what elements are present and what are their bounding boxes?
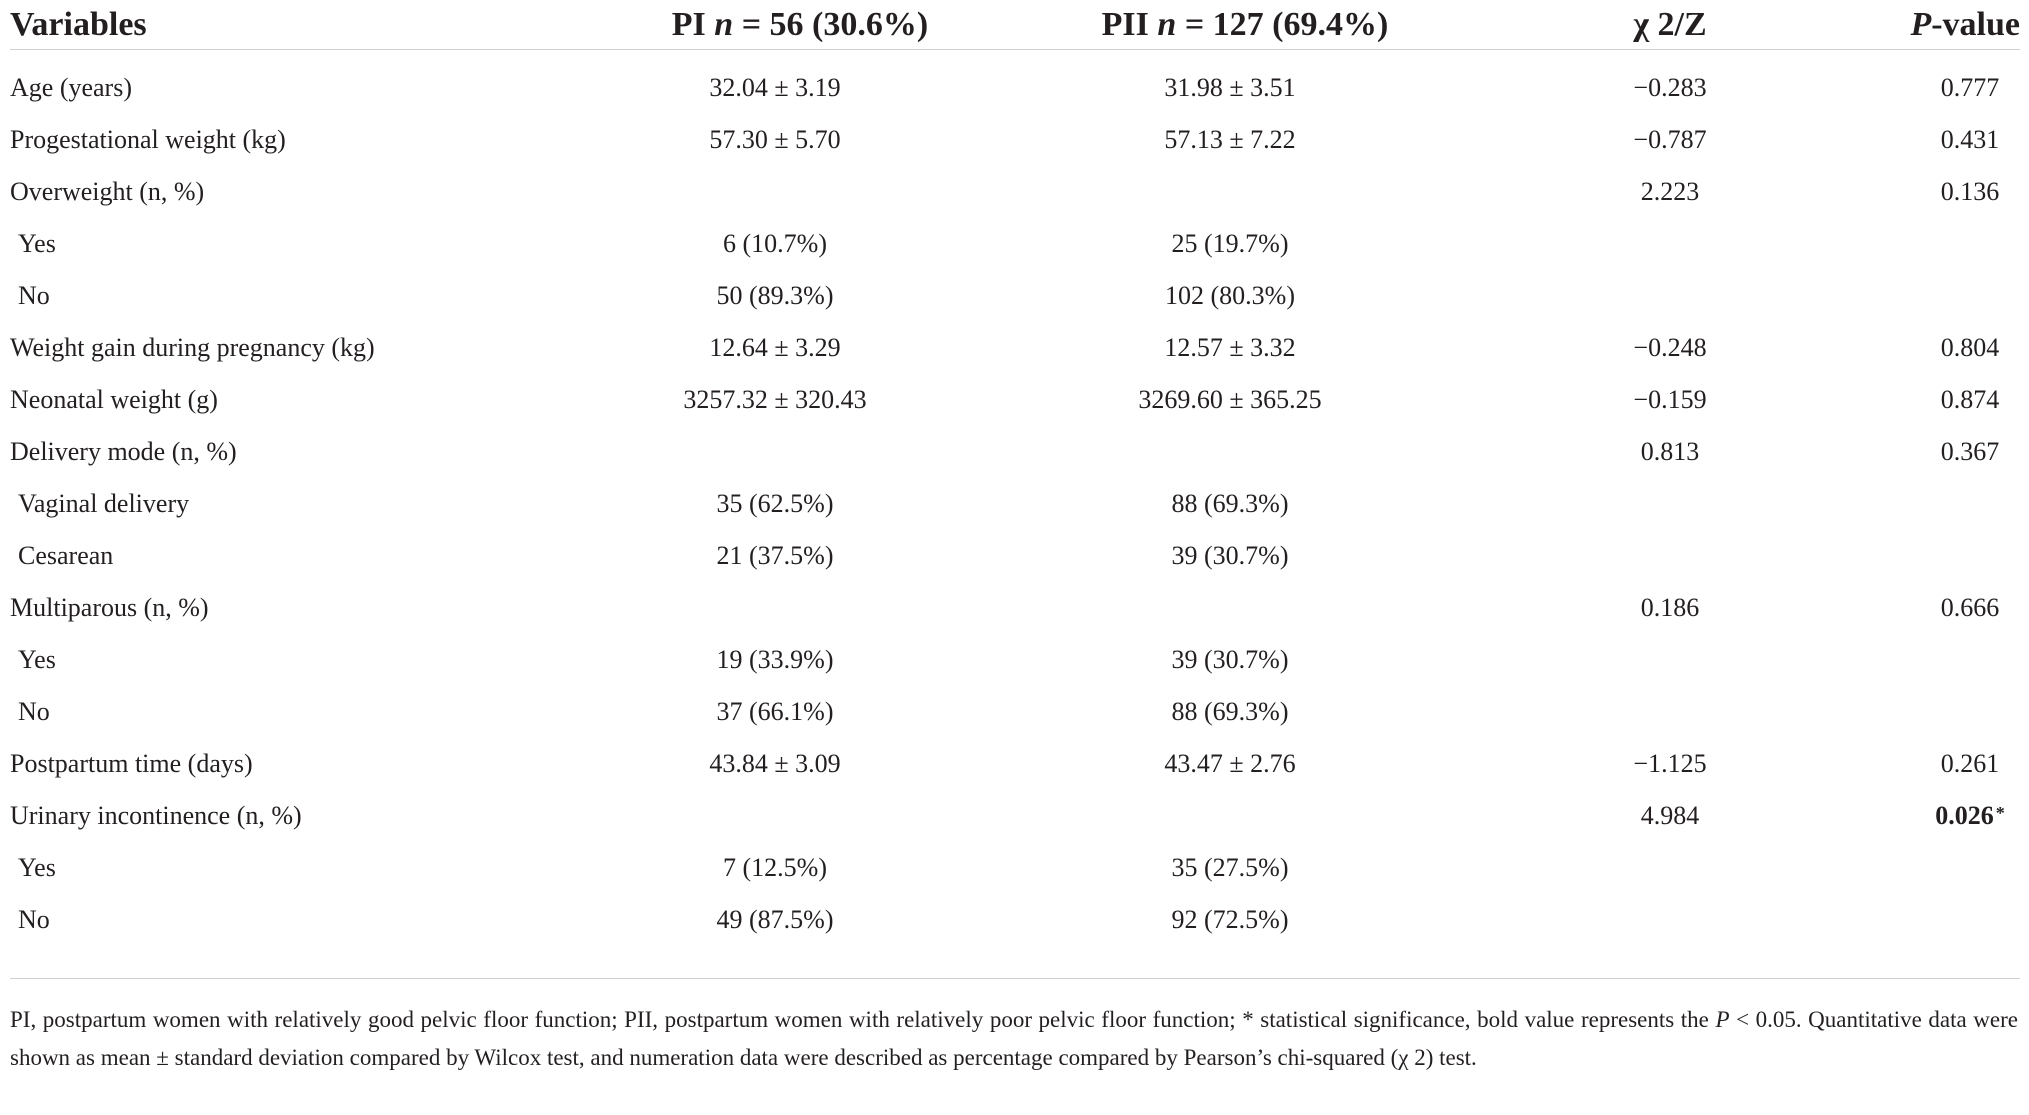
cell-pii	[980, 582, 1480, 634]
cell-variable: Urinary incontinence (n, %)	[10, 801, 302, 830]
cell-p-value: 0.367	[1940, 437, 2000, 466]
cell-pii	[980, 790, 1480, 842]
table-row	[10, 634, 2020, 686]
cell-p-value: 0.666	[1940, 593, 2000, 622]
header-pi-label: PI n = 56 (30.6%)	[671, 5, 929, 43]
table-row	[10, 374, 2020, 426]
cell-chi: −0.283	[1633, 73, 1707, 102]
cell-pi: 49 (87.5%)	[716, 905, 834, 934]
table-row	[10, 478, 2020, 530]
cell-variable: Delivery mode (n, %)	[10, 437, 237, 466]
cell-variable: Vaginal delivery	[18, 489, 190, 518]
table-header	[10, 0, 2020, 50]
footnote-text-1: PI, postpartum women with relatively good pelvic floor function; PII, postpartum women with relatively poor pelvic floor function; * statistical significance, bold value represents the	[10, 1007, 1716, 1032]
table-row	[10, 686, 2020, 738]
header-pii	[980, 0, 1480, 50]
table-row	[10, 270, 2020, 322]
cell-variable: Cesarean	[18, 541, 114, 570]
cell-p-value	[1780, 218, 2020, 270]
cell-p-value	[1780, 686, 2020, 738]
cell-p-value	[1780, 894, 2020, 946]
cell-p-value: 0.777	[1940, 73, 2000, 102]
significance-mark: *	[1995, 803, 2005, 823]
table-row	[10, 218, 2020, 270]
cell-p-value	[1780, 270, 2020, 322]
cell-chi: 2.223	[1640, 177, 1700, 206]
cell-pi: 3257.32 ± 320.43	[683, 385, 867, 414]
header-variables: Variables	[10, 0, 570, 50]
cell-pi: 21 (37.5%)	[716, 541, 834, 570]
cell-variable: Overweight (n, %)	[10, 177, 205, 206]
cell-pii: 92 (72.5%)	[1171, 905, 1289, 934]
cell-pi: 7 (12.5%)	[723, 853, 827, 882]
cell-variable: Yes	[18, 229, 56, 258]
cell-pi: 19 (33.9%)	[716, 645, 834, 674]
cell-p-value: 0.261	[1940, 749, 2000, 778]
p-value-text: 0.026	[1935, 801, 1994, 830]
header-pi	[570, 0, 980, 50]
table-row	[10, 582, 2020, 634]
cell-chi	[1480, 686, 1780, 738]
table-row	[10, 530, 2020, 582]
table-row	[10, 790, 2020, 842]
table-body	[10, 50, 2020, 947]
cell-pii: 88 (69.3%)	[1171, 697, 1289, 726]
cell-variable: Age (years)	[10, 73, 132, 102]
cell-pii: 12.57 ± 3.32	[1164, 333, 1296, 362]
cell-pii: 88 (69.3%)	[1171, 489, 1289, 518]
cell-variable: Yes	[18, 853, 56, 882]
footnote-text-2: < 0.05. Quantitative data were shown as mean ± standard deviation compared by Wilcox test, and numeration data were described as percentage compared by Pearson’s chi-squared (χ 2) test.	[10, 1007, 2018, 1070]
cell-pi	[570, 582, 980, 634]
cell-variable: No	[18, 697, 50, 726]
cell-chi	[1480, 218, 1780, 270]
cell-pii: 57.13 ± 7.22	[1164, 125, 1296, 154]
cell-chi	[1480, 634, 1780, 686]
header-row	[10, 0, 2020, 50]
table-row	[10, 426, 2020, 478]
cell-chi: 4.984	[1640, 801, 1700, 830]
header-pii-label: PII n = 127 (69.4%)	[1101, 5, 1389, 43]
cell-chi	[1480, 270, 1780, 322]
cell-pi: 43.84 ± 3.09	[709, 749, 841, 778]
cell-p-value	[1780, 478, 2020, 530]
cell-chi	[1480, 530, 1780, 582]
header-chi-label: χ 2/Z	[1633, 5, 1707, 43]
cell-p-value: 0.136	[1940, 177, 2000, 206]
cell-pii: 3269.60 ± 365.25	[1138, 385, 1322, 414]
cell-pi: 37 (66.1%)	[716, 697, 834, 726]
cell-p-value	[1780, 530, 2020, 582]
table-row	[10, 738, 2020, 790]
cell-pi: 57.30 ± 5.70	[709, 125, 841, 154]
cell-pi	[570, 166, 980, 218]
cell-pi: 6 (10.7%)	[723, 229, 827, 258]
cell-variable: Multiparous (n, %)	[10, 593, 209, 622]
cell-chi: −1.125	[1633, 749, 1707, 778]
cell-p-value	[1780, 790, 2020, 842]
cell-chi	[1480, 894, 1780, 946]
table-footnote	[10, 1001, 2018, 1077]
cell-variable: Weight gain during pregnancy (kg)	[10, 333, 375, 362]
cell-pii	[980, 166, 1480, 218]
cell-pii: 39 (30.7%)	[1171, 645, 1289, 674]
table-row	[10, 114, 2020, 166]
cell-pi	[570, 426, 980, 478]
cell-chi: 0.186	[1640, 593, 1700, 622]
cell-pi: 12.64 ± 3.29	[709, 333, 841, 362]
table-row	[10, 322, 2020, 374]
cell-chi: 0.813	[1640, 437, 1700, 466]
table-row	[10, 842, 2020, 894]
cell-pi: 32.04 ± 3.19	[709, 73, 841, 102]
cell-pi	[570, 790, 980, 842]
table-row	[10, 62, 2020, 114]
data-table-container	[10, 0, 2020, 946]
cell-chi: −0.248	[1633, 333, 1707, 362]
cell-chi: −0.787	[1633, 125, 1707, 154]
cell-pii: 35 (27.5%)	[1171, 853, 1289, 882]
cell-p-value	[1780, 634, 2020, 686]
cell-chi	[1480, 842, 1780, 894]
data-table	[10, 0, 2020, 946]
cell-pi: 50 (89.3%)	[716, 281, 834, 310]
cell-pii: 31.98 ± 3.51	[1164, 73, 1296, 102]
cell-variable: No	[18, 281, 50, 310]
cell-variable: Yes	[18, 645, 56, 674]
cell-chi: −0.159	[1633, 385, 1707, 414]
cell-p-value	[1780, 842, 2020, 894]
table-row	[10, 166, 2020, 218]
cell-pi: 35 (62.5%)	[716, 489, 834, 518]
cell-p-value: 0.874	[1940, 385, 2000, 414]
cell-pii: 102 (80.3%)	[1165, 281, 1295, 310]
cell-pii: 25 (19.7%)	[1171, 229, 1289, 258]
header-p-value: P-value	[1780, 0, 2020, 50]
header-chi	[1480, 0, 1780, 50]
cell-pii: 43.47 ± 2.76	[1164, 749, 1296, 778]
cell-chi	[1480, 478, 1780, 530]
cell-pii: 39 (30.7%)	[1171, 541, 1289, 570]
cell-variable: Progestational weight (kg)	[10, 125, 286, 154]
body-spacer	[10, 50, 2020, 63]
cell-variable: No	[18, 905, 50, 934]
footnote-p-symbol: P	[1715, 1007, 1730, 1032]
cell-p-value: 0.804	[1940, 333, 2000, 362]
cell-p-value: 0.431	[1940, 125, 2000, 154]
table-bottom-rule	[10, 978, 2020, 979]
cell-variable: Postpartum time (days)	[10, 749, 253, 778]
cell-pii	[980, 426, 1480, 478]
cell-variable: Neonatal weight (g)	[10, 385, 218, 414]
table-row	[10, 894, 2020, 946]
